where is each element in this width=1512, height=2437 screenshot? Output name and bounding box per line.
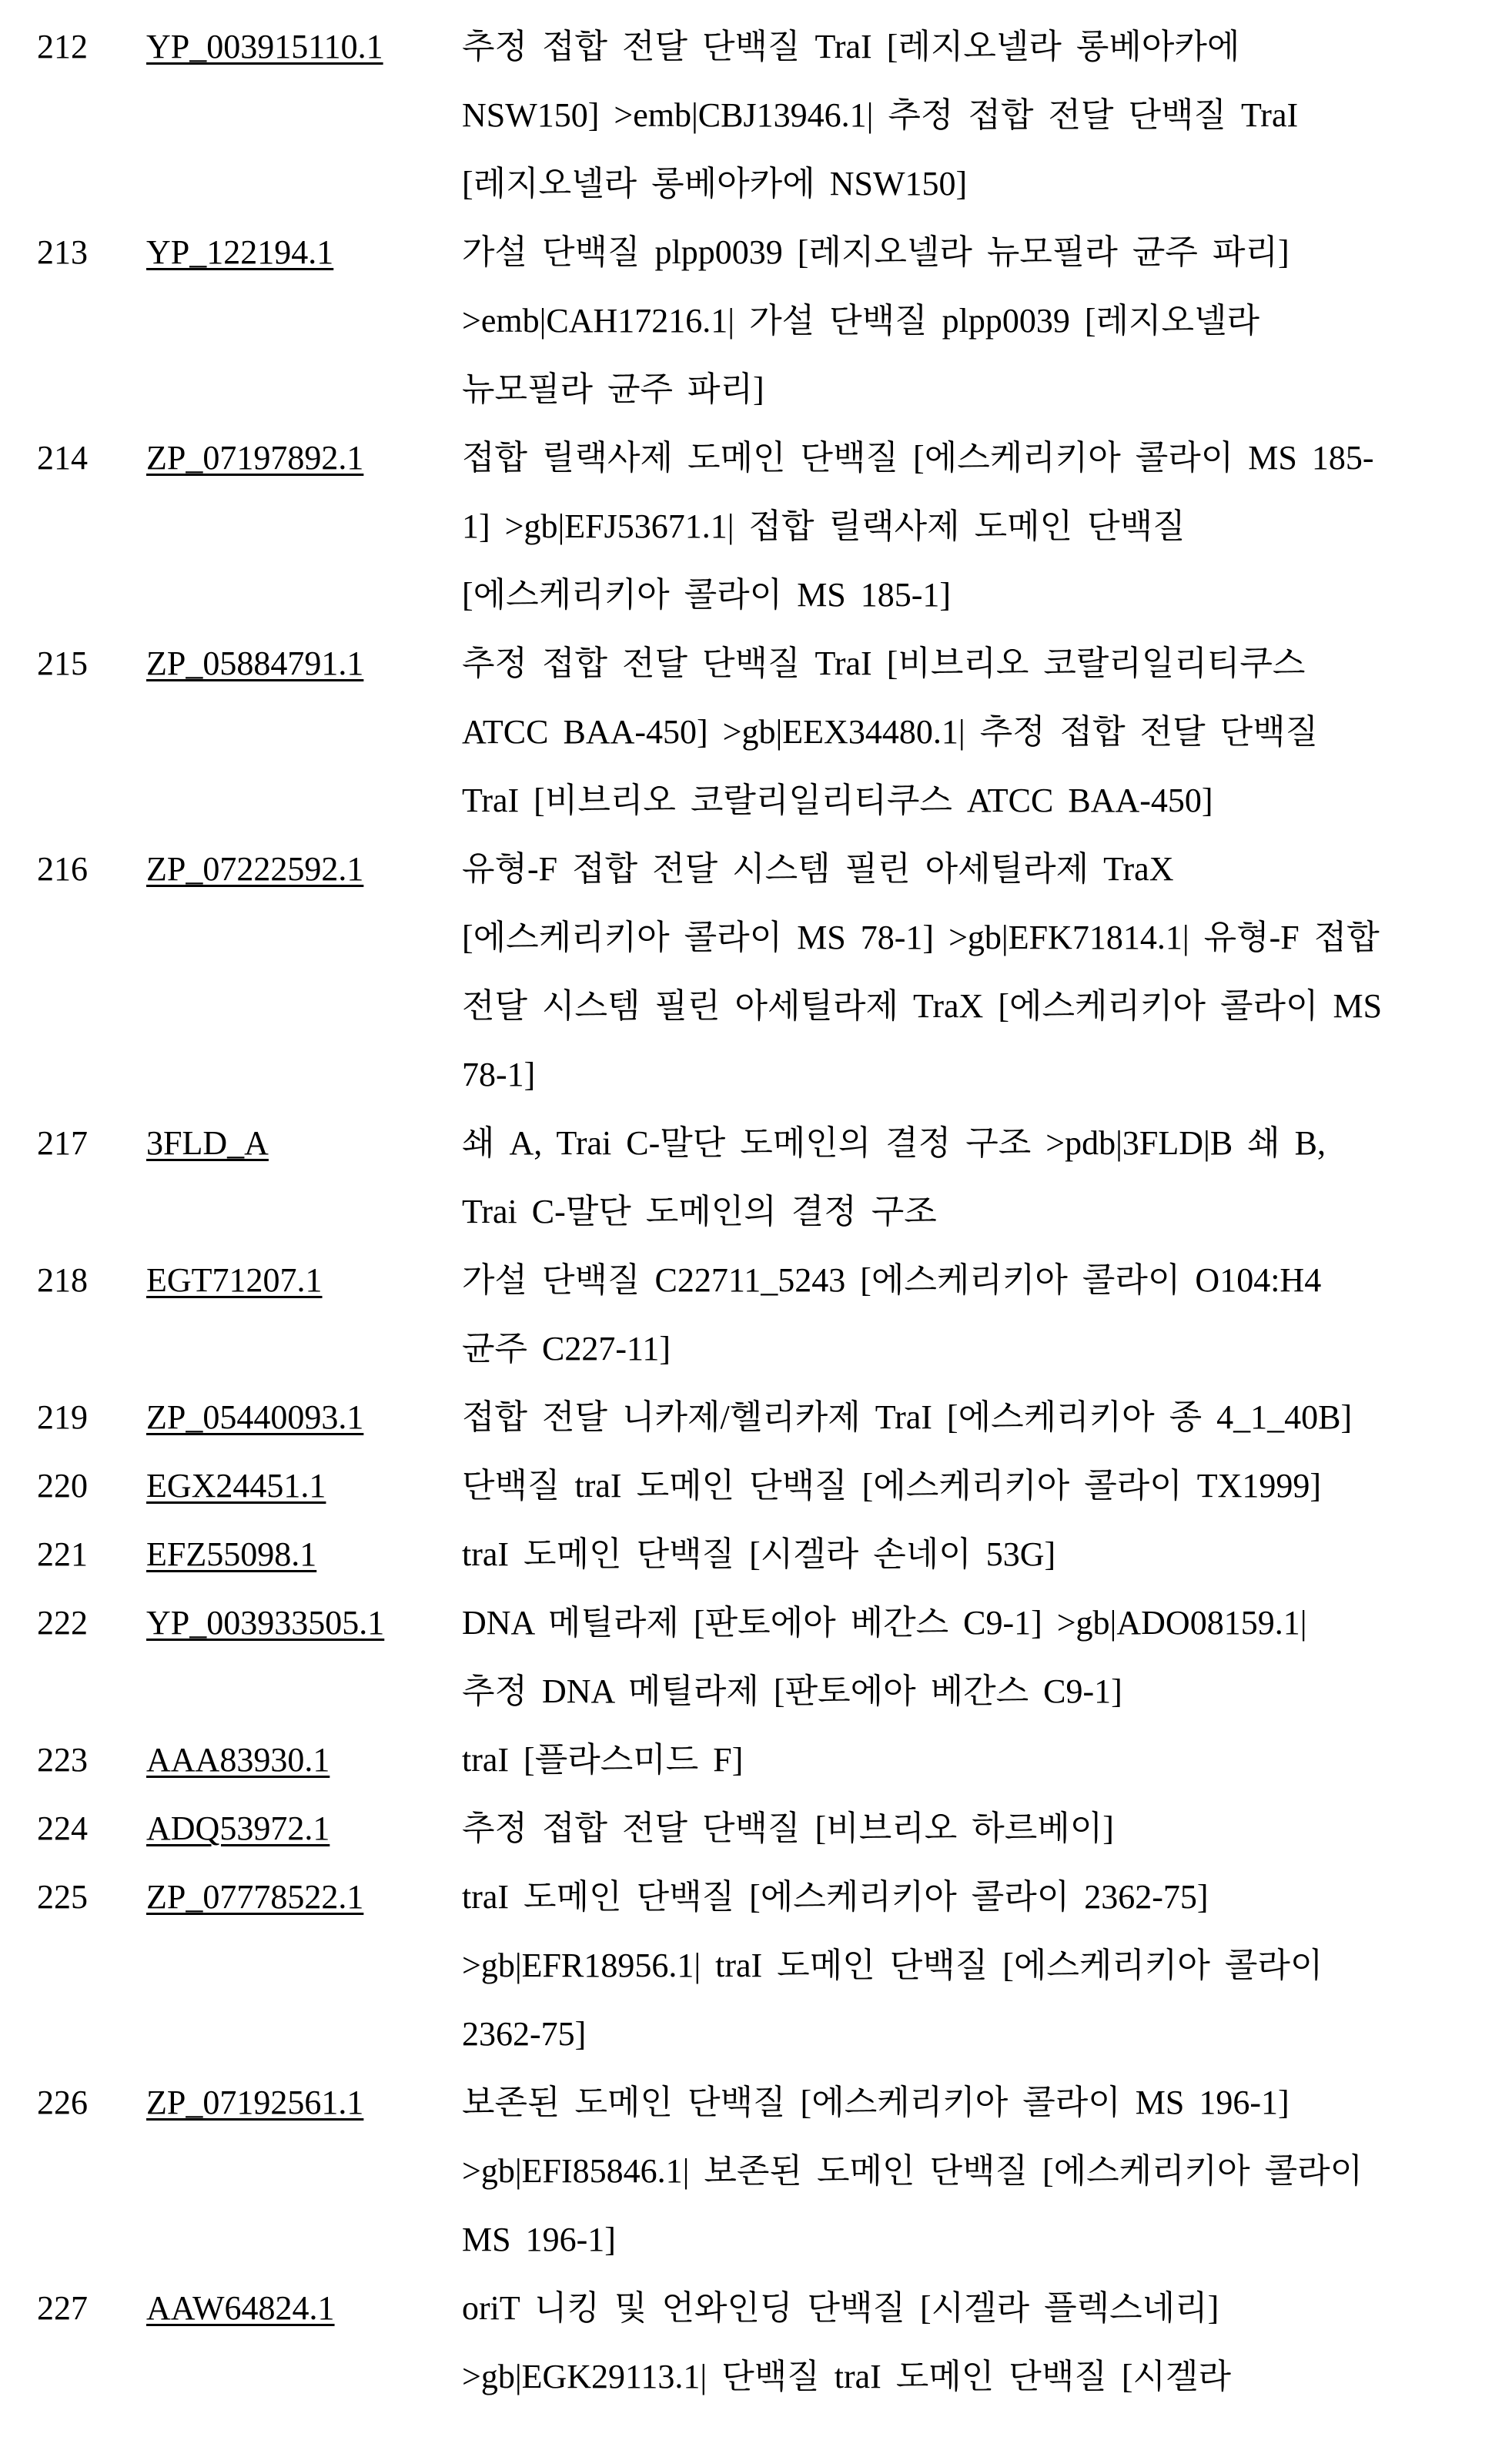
row-number: 224 (0, 1794, 146, 1863)
description-cell (462, 218, 1494, 423)
description-line: 유형-F 접합 전달 시스템 필린 아세틸라제 TraX (462, 835, 1494, 903)
description-line: 78-1] (462, 1040, 1494, 1109)
description-line: 추정 DNA 메틸라제 [판토에아 베간스 C9-1] (462, 1657, 1494, 1726)
accession-link[interactable]: YP_003933505.1 (146, 1604, 384, 1642)
accession-cell (146, 629, 462, 835)
accession-cell (146, 12, 462, 218)
row-number: 214 (0, 423, 146, 629)
description-line: DNA 메틸라제 [판토에아 베간스 C9-1] >gb|ADO08159.1| (462, 1588, 1494, 1657)
row-number: 226 (0, 2068, 146, 2274)
description-line: 1] >gb|EFJ53671.1| 접합 릴랙사제 도메인 단백질 (462, 492, 1494, 561)
accession-link[interactable]: ZP_05440093.1 (146, 1398, 363, 1436)
table-row (0, 1863, 1512, 2068)
row-number: 215 (0, 629, 146, 835)
sequence-table (0, 12, 1512, 2411)
accession-cell (146, 1794, 462, 1863)
description-line: MS 196-1] (462, 2205, 1494, 2274)
table-row (0, 629, 1512, 835)
accession-cell (146, 1383, 462, 1451)
description-cell (462, 1520, 1494, 1588)
accession-link[interactable]: AAW64824.1 (146, 2289, 335, 2327)
row-number: 223 (0, 1726, 146, 1794)
accession-link[interactable]: ZP_05884791.1 (146, 644, 363, 682)
description-cell (462, 1588, 1494, 1726)
accession-link[interactable]: ZP_07197892.1 (146, 439, 363, 477)
table-row (0, 2274, 1512, 2411)
description-line: traI 도메인 단백질 [시겔라 손네이 53G] (462, 1520, 1494, 1588)
table-row (0, 1451, 1512, 1520)
description-cell (462, 2068, 1494, 2274)
description-cell (462, 12, 1494, 218)
table-row (0, 1246, 1512, 1383)
row-number: 220 (0, 1451, 146, 1520)
description-line: 쇄 A, Trai C-말단 도메인의 결정 구조 >pdb|3FLD|B 쇄 B, (462, 1109, 1494, 1177)
row-number: 212 (0, 12, 146, 218)
accession-cell (146, 1588, 462, 1726)
description-line: ATCC BAA-450] >gb|EEX34480.1| 추정 접합 전달 단백질 (462, 698, 1494, 766)
description-line: >gb|EFI85846.1| 보존된 도메인 단백질 [에스케리키아 콜라이 (462, 2137, 1494, 2205)
description-line: >emb|CAH17216.1| 가설 단백질 plpp0039 [레지오넬라 (462, 286, 1494, 355)
description-cell (462, 1863, 1494, 2068)
description-line: [에스케리키아 콜라이 MS 185-1] (462, 561, 1494, 629)
table-row (0, 1588, 1512, 1726)
description-cell (462, 1451, 1494, 1520)
description-line: 추정 접합 전달 단백질 TraI [레지오넬라 롱베아카에 (462, 12, 1494, 81)
accession-link[interactable]: AAA83930.1 (146, 1741, 329, 1779)
table-row (0, 12, 1512, 218)
table-row (0, 423, 1512, 629)
accession-link[interactable]: EGX24451.1 (146, 1467, 326, 1505)
table-row (0, 1383, 1512, 1451)
description-cell (462, 835, 1494, 1109)
description-cell (462, 629, 1494, 835)
accession-link[interactable]: YP_003915110.1 (146, 28, 383, 65)
table-row (0, 2068, 1512, 2274)
accession-link[interactable]: 3FLD_A (146, 1124, 269, 1162)
accession-cell (146, 218, 462, 423)
description-line: 접합 전달 니카제/헬리카제 TraI [에스케리키아 종 4_1_40B] (462, 1383, 1494, 1451)
description-line: >gb|EGK29113.1| 단백질 traI 도메인 단백질 [시겔라 (462, 2342, 1494, 2411)
description-cell (462, 1794, 1494, 1863)
accession-cell (146, 1726, 462, 1794)
description-line: Trai C-말단 도메인의 결정 구조 (462, 1177, 1494, 1246)
row-number: 216 (0, 835, 146, 1109)
accession-link[interactable]: ZP_07222592.1 (146, 850, 363, 888)
description-line: oriT 니킹 및 언와인딩 단백질 [시겔라 플렉스네리] (462, 2274, 1494, 2342)
accession-cell (146, 2274, 462, 2411)
description-line: traI 도메인 단백질 [에스케리키아 콜라이 2362-75] (462, 1863, 1494, 1931)
accession-cell (146, 1451, 462, 1520)
row-number: 227 (0, 2274, 146, 2411)
description-line: [레지오넬라 롱베아카에 NSW150] (462, 149, 1494, 218)
table-row (0, 1794, 1512, 1863)
description-line: 보존된 도메인 단백질 [에스케리키아 콜라이 MS 196-1] (462, 2068, 1494, 2137)
description-line: 가설 단백질 plpp0039 [레지오넬라 뉴모필라 균주 파리] (462, 218, 1494, 286)
table-row (0, 218, 1512, 423)
row-number: 213 (0, 218, 146, 423)
description-line: NSW150] >emb|CBJ13946.1| 추정 접합 전달 단백질 TraI (462, 81, 1494, 149)
description-cell (462, 1109, 1494, 1246)
row-number: 225 (0, 1863, 146, 2068)
accession-cell (146, 1863, 462, 2068)
description-line: TraI [비브리오 코랄리일리티쿠스 ATCC BAA-450] (462, 766, 1494, 835)
description-line: 2362-75] (462, 2000, 1494, 2068)
description-line: 추정 접합 전달 단백질 TraI [비브리오 코랄리일리티쿠스 (462, 629, 1494, 698)
table-row (0, 1109, 1512, 1246)
accession-cell (146, 1520, 462, 1588)
accession-cell (146, 1109, 462, 1246)
description-line: 균주 C227-11] (462, 1314, 1494, 1383)
accession-link[interactable]: EFZ55098.1 (146, 1535, 316, 1573)
accession-link[interactable]: ADQ53972.1 (146, 1809, 329, 1847)
accession-link[interactable]: YP_122194.1 (146, 233, 333, 271)
accession-cell (146, 2068, 462, 2274)
row-number: 219 (0, 1383, 146, 1451)
description-line: 전달 시스템 필린 아세틸라제 TraX [에스케리키아 콜라이 MS (462, 972, 1494, 1040)
description-cell (462, 423, 1494, 629)
table-row (0, 835, 1512, 1109)
row-number: 218 (0, 1246, 146, 1383)
accession-cell (146, 1246, 462, 1383)
table-row (0, 1520, 1512, 1588)
description-line: 접합 릴랙사제 도메인 단백질 [에스케리키아 콜라이 MS 185- (462, 423, 1494, 492)
row-number: 221 (0, 1520, 146, 1588)
description-line: traI [플라스미드 F] (462, 1726, 1494, 1794)
description-cell (462, 1726, 1494, 1794)
accession-cell (146, 423, 462, 629)
description-line: 가설 단백질 C22711_5243 [에스케리키아 콜라이 O104:H4 (462, 1246, 1494, 1314)
row-number: 217 (0, 1109, 146, 1246)
row-number: 222 (0, 1588, 146, 1726)
table-row (0, 1726, 1512, 1794)
description-cell (462, 2274, 1494, 2411)
description-line: >gb|EFR18956.1| traI 도메인 단백질 [에스케리키아 콜라이 (462, 1931, 1494, 2000)
description-line: [에스케리키아 콜라이 MS 78-1] >gb|EFK71814.1| 유형-F 접합 (462, 903, 1494, 972)
accession-link[interactable]: ZP_07192561.1 (146, 2084, 363, 2121)
description-cell (462, 1246, 1494, 1383)
accession-link[interactable]: EGT71207.1 (146, 1261, 323, 1299)
description-line: 단백질 traI 도메인 단백질 [에스케리키아 콜라이 TX1999] (462, 1451, 1494, 1520)
description-line: 뉴모필라 균주 파리] (462, 355, 1494, 423)
accession-link[interactable]: ZP_07778522.1 (146, 1878, 363, 1916)
accession-cell (146, 835, 462, 1109)
description-cell (462, 1383, 1494, 1451)
description-line: 추정 접합 전달 단백질 [비브리오 하르베이] (462, 1794, 1494, 1863)
